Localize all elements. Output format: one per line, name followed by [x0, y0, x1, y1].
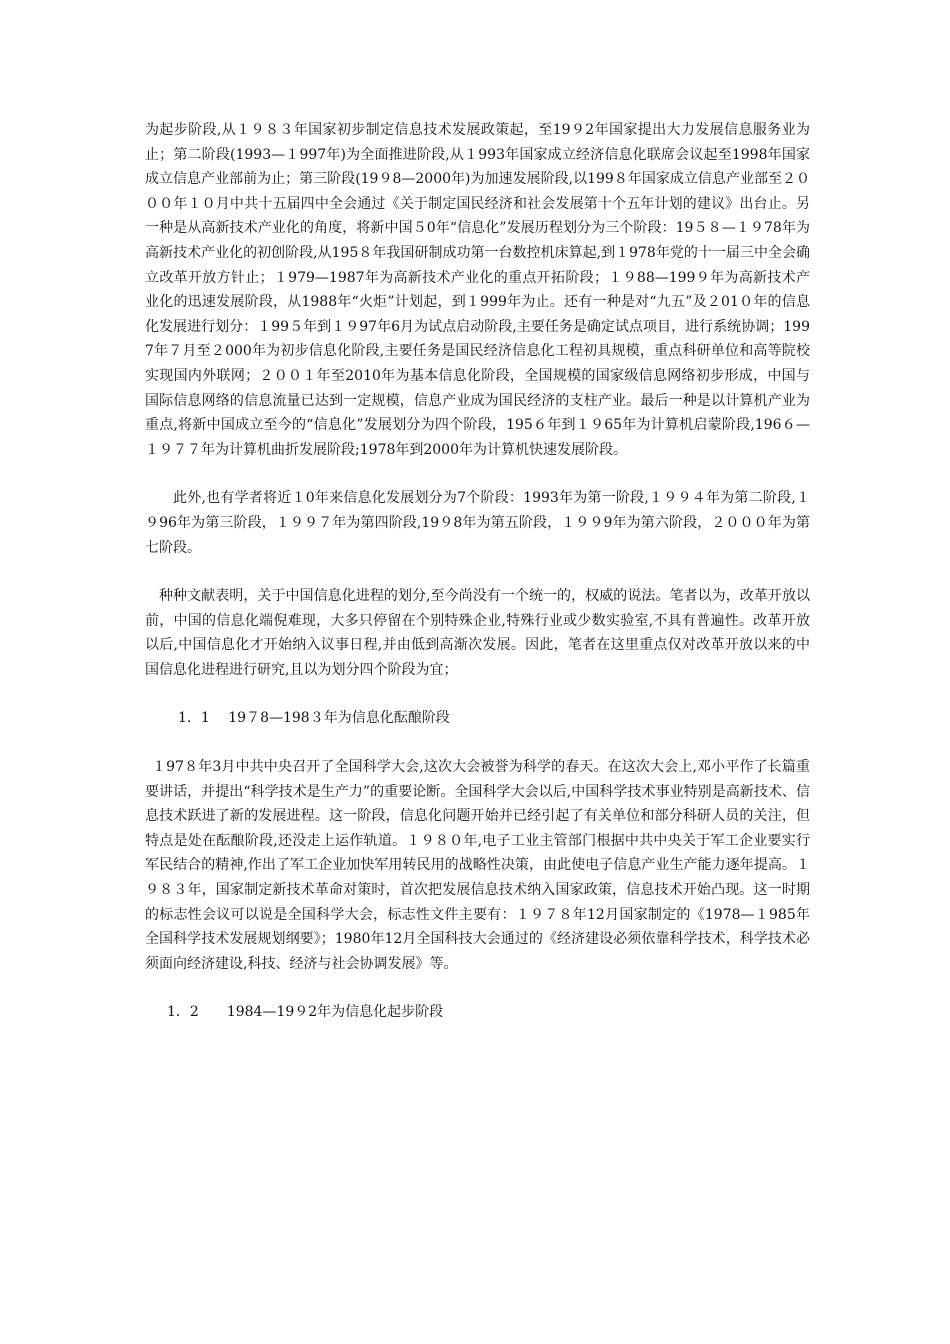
paragraph-brewing-stage: １97８年3月中共中央召开了全国科学大会,这次大会被誉为科学的春天。在这次大会上,邓小平作了长篇重要讲话，并提出“科学技术是生产力”的重要论断。全国科学大会以后,中国科学技术事业特别是高新技术、信息技术跃进了新的发展进程。这一阶段，信息化问题开始并已经引起了有关单位和部分科研人员的关注，但特点是处在酝酿阶段,还没走上运作轨道。１９８０年,电子工业主管部门根据中共中央关于军工企业要实行军民结合的精神,作出了军工企业加快军用转民用的战略性决策，由此使电子信息产业生产能力逐年提高。１９８３年，国家制定新技术革命对策时，首次把发展信息技术纳入国家政策，信息技术开始凸现。这一时期的标志性会议可以说是全国科学大会，标志性文件主要有：１９７８年12月国家制定的《1978—１985年全国科学技术发展规划纲要》；1980年12月全国科技大会通过的《经济建设必须依靠科学技术，科学技术必须面向经济建设,科技、经济与社会协调发展》等。 [145, 759, 810, 972]
paragraph-gap [145, 462, 810, 486]
section-heading-1-1: 1．1 19７8—198３年为信息化酝酿阶段 [178, 710, 450, 727]
paragraph-author-view: 种种文献表明，关于中国信息化进程的划分,至今尚没有一个统一的，权威的说法。笔者以为，改革开放以前，中国的信息化端倪难现，大多只停留在个别特殊企业,特殊行业或少数实验室,不具有普遍性。改革开放以后,中国信息化才开始纳入议事日程,并由低到高渐次发展。因此，笔者在这里重点仅对改革开放以来的中国信息化进程进行研究,且以为划分四个阶段为宜； [145, 588, 810, 678]
section-heading-1-2: 1．2 1984—19９2年为信息化起步阶段 [167, 1004, 444, 1021]
paragraph-gap [145, 731, 810, 755]
paragraph-seven-stages: 此外,也有学者将近１0年来信息化发展划分为7个阶段：1993年为第一阶段,１９９４年为第二阶段,１９96年为第三阶段，１９９７年为第四阶段,19９8年为第五阶段，１９９9年为第六阶段，２０００年为第七阶段。 [145, 490, 810, 556]
document-page [145, 118, 810, 1025]
paragraph-gap [145, 976, 810, 1000]
paragraph-gap [145, 682, 810, 706]
paragraph-gap [145, 560, 810, 584]
paragraph-stage-division: 为起步阶段,从１９８３年国家初步制定信息技术发展政策起，至19９2年国家提出大力发展信息服务业为止；第二阶段(1993—１997年)为全面推进阶段,从１993年国家成立经济信息化联席会议起至1998年国家成立信息产业部前为止；第三阶段(19９8—2000年)为加速发展阶段,以199８年国家成立信息产业部至２０００年１０月中共十五届四中全会通过《关于制定国民经济和社会发展第十个五年计划的建议》出台止。另一种是从高新技术产业化的角度，将新中国５0年“信息化”发展历程划分为三个阶段：19５８—１９78年为高新技术产业化的初创阶段,从195８年我国研制成功第一台数控机床算起,到１978年党的十一届三中全会确立改革开放方针止；１979—1987年为高新技术产业化的重点开拓阶段；１９88—199９年为高新技术产业化的迅速发展阶段，从1988年“火炬”计划起，到１999年为止。还有一种是对“九五”及２01０年的信息化发展进行划分：１99５年到１９97年6月为试点启动阶段,主要任务是确定试点项目，进行系统协调；1997年７月至２000年为初步信息化阶段,主要任务是国民经济信息化工程初具规模，重点科研单位和高等院校实现国内外联网；２００１年至2010年为基本信息化阶段，全国规模的国家级信息网络初步形成，中国与国际信息网络的信息流量已达到一定规模，信息产业成为国民经济的支柱产业。最后一种是以计算机产业为重点,将新中国成立至今的“信息化”发展划分为四个阶段，195６年到１９65年为计算机启蒙阶段,196６—１９７７年为计算机曲折发展阶段;1978年到2000年为计算机快速发展阶段。 [145, 122, 810, 458]
